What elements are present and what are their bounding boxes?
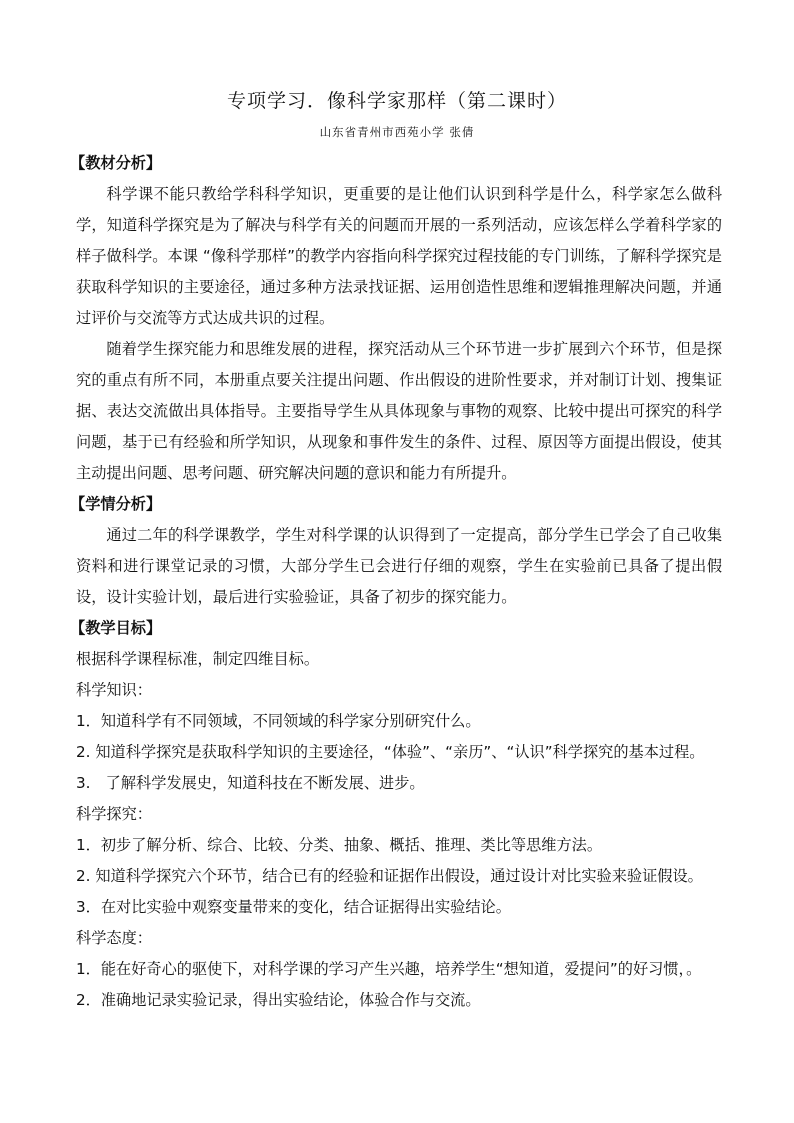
attitude-item-2: 2．准确地记录实验记录，得出实验结论，体验合作与交流。 [76, 991, 481, 1009]
section-heading-students: 【学情分析】 [70, 495, 162, 513]
inquiry-label: 科学探究： [76, 805, 152, 823]
section-heading-goals: 【教学目标】 [70, 619, 162, 637]
section-heading-analysis: 【教材分析】 [70, 154, 162, 172]
knowledge-item-3: 3. 了解科学发展史，知道科技在不断发展、进步。 [76, 774, 425, 792]
attitude-label: 科学态度： [76, 929, 152, 947]
goals-intro: 根据科学课程标准，制定四维目标。 [76, 650, 319, 668]
attitude-item-1: 1．能在好奇心的驱使下，对科学课的学习产生兴趣，培养学生“想知道，爱提问”的好习惯，。 [76, 960, 702, 978]
analysis-paragraph-1: 科学课不能只教给学科科学知识，更重要的是让他们认识到科学是什么，科学家怎么做科学，知道科学探究是为了解决与科学有关的问题而开展的一系列活动，应该怎样么学着科学家的样子做科学。本课 “像科学那样”的教学内容指向科学探究过程技能的专门训练，了解科学探究是获取科学知识的主要途径，通过多种方法录找证据、运用创造性思维和逻辑推理解决问题，并通过评价与交流等方式达成共识的过程。 [76, 185, 722, 327]
students-paragraph-1: 通过二年的科学课教学，学生对科学课的认识得到了一定提高，部分学生已学会了自己收集资料和进行课堂记录的习惯，大部分学生已会进行仔细的观察，学生在实验前已具备了提出假设，设计实验计划，最后进行实验验证，具备了初步的探究能力。 [76, 526, 722, 606]
inquiry-item-2: 2. 知道科学探究六个环节，结合已有的经验和证据作出假设，通过设计对比实验来验证假设。 [76, 867, 703, 885]
document-body [70, 148, 722, 1016]
document-author: 山东省青州市西苑小学 张倩 [319, 125, 475, 139]
knowledge-label: 科学知识： [76, 681, 152, 699]
analysis-paragraph-2: 随着学生探究能力和思维发展的进程，探究活动从三个环节进一步扩展到六个环节，但是探究的重点有所不同，本册重点要关注提出问题、作出假设的进阶性要求，并对制订计划、搜集证据、表达交流做出具体指导。主要指导学生从具体现象与事物的观察、比较中提出可探究的科学问题，基于已有经验和所学知识，从现象和事件发生的条件、过程、原因等方面提出假设，使其主动提出问题、思考问题、研究解决问题的意识和能力有所提升。 [76, 340, 722, 482]
knowledge-item-2: 2. 知道科学探究是获取科学知识的主要途径，“体验”、“亲历”、“认识”科学探究的基本过程。 [76, 743, 705, 761]
knowledge-item-1: 1．知道科学有不同领域，不同领域的科学家分别研究什么。 [76, 712, 481, 730]
inquiry-item-1: 1．初步了解分析、综合、比较、分类、抽象、概括、推理、类比等思维方法。 [76, 836, 603, 854]
document-title: 专项学习．像科学家那样（第二课时） [226, 90, 567, 112]
inquiry-item-3: 3．在对比实验中观察变量带来的变化，结合证据得出实验结论。 [76, 898, 511, 916]
